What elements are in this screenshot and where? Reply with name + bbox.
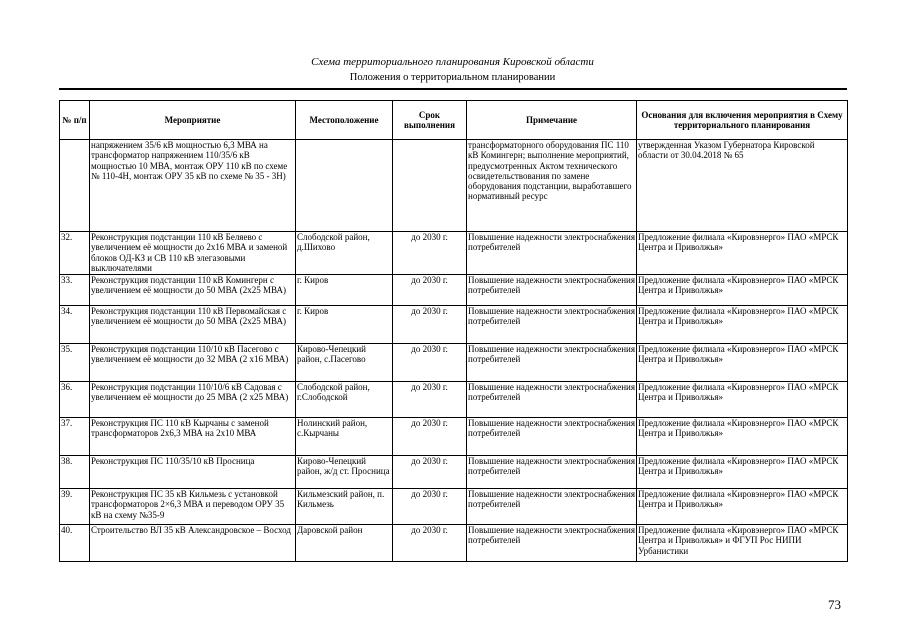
row-location: Слободской район, д.Шихово (296, 232, 393, 275)
row-num: 36. (60, 382, 90, 418)
row-deadline: до 2030 г. (393, 525, 467, 562)
col-header-num: № п/п (60, 101, 90, 140)
row-deadline: до 2030 г. (393, 275, 467, 306)
row-deadline (393, 140, 467, 232)
row-basis: Предложение филиала «Кировэнерго» ПАО «МРСК Центра и Приволжья» (637, 489, 848, 525)
row-basis: Предложение филиала «Кировэнерго» ПАО «МРСК Центра и Приволжья» (637, 382, 848, 418)
row-note: Повышение надежности электроснабжения потребителей (467, 382, 637, 418)
row-num: 39. (60, 489, 90, 525)
row-note: Повышение надежности электроснабжения потребителей (467, 232, 637, 275)
row-measure: Реконструкция ПС 110 кВ Кырчаны с заменой трансформаторов 2х6,3 МВА на 2х10 МВА (90, 418, 296, 456)
col-header-note: Примечание (467, 101, 637, 140)
header-rule (59, 88, 847, 90)
col-header-deadline: Срок выполнения (393, 101, 467, 140)
row-location (296, 140, 393, 232)
row-basis: Предложение филиала «Кировэнерго» ПАО «МРСК Центра и Приволжья» (637, 306, 848, 344)
row-measure: напряжением 35/6 кВ мощностью 6,3 МВА на трансформатор напряжением 110/35/6 кВ мощностью 10 МВА, монтаж ОРУ 110 кВ по схеме № 110-4Н, монтаж ОРУ 35 кВ по схеме № 35 - 3Н) (90, 140, 296, 232)
row-note: Повышение надежности электроснабжения потребителей (467, 418, 637, 456)
row-num: 37. (60, 418, 90, 456)
row-measure: Реконструкция подстанции 110/10 кВ Пасегово с увеличением её мощности до 32 МВА (2 х16 МВА) (90, 344, 296, 382)
row-measure: Реконструкция подстанции 110 кВ Беляево с увеличением её мощности до 2х16 МВА и заменой блоков ОД-КЗ и СВ 110 кВ элегазовыми выключателями (90, 232, 296, 275)
row-num: 32. (60, 232, 90, 275)
col-header-basis: Основания для включения мероприятия в Схему территориального планирования (637, 101, 848, 140)
table-row (60, 382, 848, 418)
row-num: 40. (60, 525, 90, 562)
row-deadline: до 2030 г. (393, 418, 467, 456)
row-note: Повышение надежности электроснабжения потребителей (467, 275, 637, 306)
col-header-location: Местоположение (296, 101, 393, 140)
row-num: 35. (60, 344, 90, 382)
row-note: Повышение надежности электроснабжения потребителей (467, 456, 637, 489)
row-num: 38. (60, 456, 90, 489)
row-location: Даровской район (296, 525, 393, 562)
row-location: г. Киров (296, 306, 393, 344)
table-row (60, 418, 848, 456)
row-deadline: до 2030 г. (393, 456, 467, 489)
row-measure: Реконструкция ПС 35 кВ Кильмезь с установкой трансформаторов 2×6,3 МВА и переводом ОРУ 35 кВ на схему №35-9 (90, 489, 296, 525)
table-row (60, 275, 848, 306)
table-row (60, 306, 848, 344)
table-row (60, 456, 848, 489)
row-location: Слободской район, г.Слободской (296, 382, 393, 418)
table-row (60, 525, 848, 562)
row-measure: Строительство ВЛ 35 кВ Александровское – Восход (90, 525, 296, 562)
row-deadline: до 2030 г. (393, 489, 467, 525)
measures-table (59, 100, 848, 562)
row-num: 33. (60, 275, 90, 306)
page-number: 73 (828, 597, 841, 612)
row-location: Нолинский район, с.Кырчаны (296, 418, 393, 456)
row-note: Повышение надежности электроснабжения потребителей (467, 489, 637, 525)
table-row (60, 344, 848, 382)
row-note: Повышение надежности электроснабжения потребителей (467, 306, 637, 344)
row-location: г. Киров (296, 275, 393, 306)
row-note: Повышение надежности электроснабжения потребителей (467, 344, 637, 382)
row-deadline: до 2030 г. (393, 344, 467, 382)
row-note: Повышение надежности электроснабжения потребителей (467, 525, 637, 562)
document-subtitle: Положения о территориальном планировании (349, 72, 556, 83)
row-basis: Предложение филиала «Кировэнерго» ПАО «МРСК Центра и Приволжья» и ФГУП Рос НИПИ Урбанистики (637, 525, 848, 562)
row-measure: Реконструкция подстанции 110/10/6 кВ Садовая с увеличением её мощности до 25 МВА (2 х25 МВА) (90, 382, 296, 418)
row-measure: Реконструкция подстанции 110 кВ Первомайская с увеличением её мощности до 50 МВА (2х25 МВА) (90, 306, 296, 344)
table-row (60, 140, 848, 232)
row-deadline: до 2030 г. (393, 232, 467, 275)
row-basis: Предложение филиала «Кировэнерго» ПАО «МРСК Центра и Приволжья» (637, 232, 848, 275)
table-row (60, 489, 848, 525)
document-title: Схема территориального планирования Кировской области (311, 56, 594, 68)
row-num (60, 140, 90, 232)
table-row (60, 232, 848, 275)
col-header-measure: Мероприятие (90, 101, 296, 140)
row-location: Кирово-Чепецкий район, с.Пасегово (296, 344, 393, 382)
row-measure: Реконструкция ПС 110/35/10 кВ Просница (90, 456, 296, 489)
row-deadline: до 2030 г. (393, 306, 467, 344)
row-basis: Предложение филиала «Кировэнерго» ПАО «МРСК Центра и Приволжья» (637, 418, 848, 456)
row-note: трансформаторного оборудования ПС 110 кВ Комингерн; выполнение мероприятий, предусмотренных Актом технического освидетельствования по замене оборудования подстанции, выработавшего нормативный ресурс (467, 140, 637, 232)
row-basis: Предложение филиала «Кировэнерго» ПАО «МРСК Центра и Приволжья» (637, 344, 848, 382)
table-header-row (60, 101, 848, 140)
row-num: 34. (60, 306, 90, 344)
row-basis: утвержденная Указом Губернатора Кировской области от 30.04.2018 № 65 (637, 140, 848, 232)
row-location: Кильмезский район, п. Кильмезь (296, 489, 393, 525)
row-basis: Предложение филиала «Кировэнерго» ПАО «МРСК Центра и Приволжья» (637, 456, 848, 489)
row-location: Кирово-Чепецкий район, ж/д ст. Просница (296, 456, 393, 489)
row-deadline: до 2030 г. (393, 382, 467, 418)
row-measure: Реконструкция подстанции 110 кВ Комингерн с увеличением её мощности до 50 МВА (2х25 МВА) (90, 275, 296, 306)
row-basis: Предложение филиала «Кировэнерго» ПАО «МРСК Центра и Приволжья» (637, 275, 848, 306)
